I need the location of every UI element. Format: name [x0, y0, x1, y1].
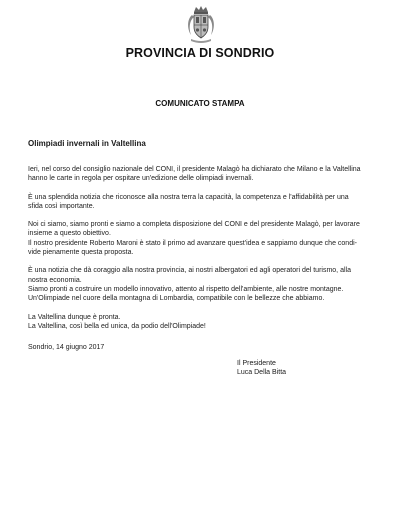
paragraph: È una notizia che dà coraggio alla nostra provincia, ai nostri albergatori ed agli operatori del turismo, alla nostra economia. Siamo pronti a costruire un modello innovativo, attento al rispetto dell'ambiente, alle nostre montagne. Un'Olimpiade nel cuore della montagna di Lombardia, compatibile con le bellezze che abbiamo. [28, 267, 351, 303]
signature-name: Luca Della Bitta [237, 369, 287, 377]
paragraph: Ieri, nel corso del consiglio nazionale del CONI, il presidente Malagò ha dichiarato che Milano e la Valtellina hanno le carte in regola per ospitare un'edizione delle olimpiadi invernali. [28, 166, 361, 183]
document-subject: Olimpiadi invernali in Valtellina [28, 139, 146, 148]
paragraph: È una splendida notizia che riconosce alla nostra terra la capacità, la competenza e l'affidabilità per una sfida così importante. [28, 193, 349, 210]
place-date: Sondrio, 14 giugno 2017 [28, 344, 105, 351]
paragraph: Noi ci siamo, siamo pronti e siamo a completa disposizione del CONI e del presidente Malagò, per lavorare insieme a questo obiettivo. Il nostro presidente Roberto Maroni è stato il primo ad avanzare quest'idea e sappiamo dunque che condi- vide pienamente questa proposta. [28, 221, 360, 257]
paragraph: La Valtellina dunque è pronta. La Valtellina, così bella ed unica, da podio dell'Olimpiade! [28, 313, 206, 330]
organization-name: PROVINCIA DI SONDRIO [125, 46, 275, 60]
signature-block [237, 359, 286, 378]
coat-of-arms-icon [186, 5, 216, 45]
signature-role: Il Presidente [237, 360, 276, 367]
document-type: COMUNICATO STAMPA [155, 99, 245, 108]
document-body [28, 165, 378, 340]
